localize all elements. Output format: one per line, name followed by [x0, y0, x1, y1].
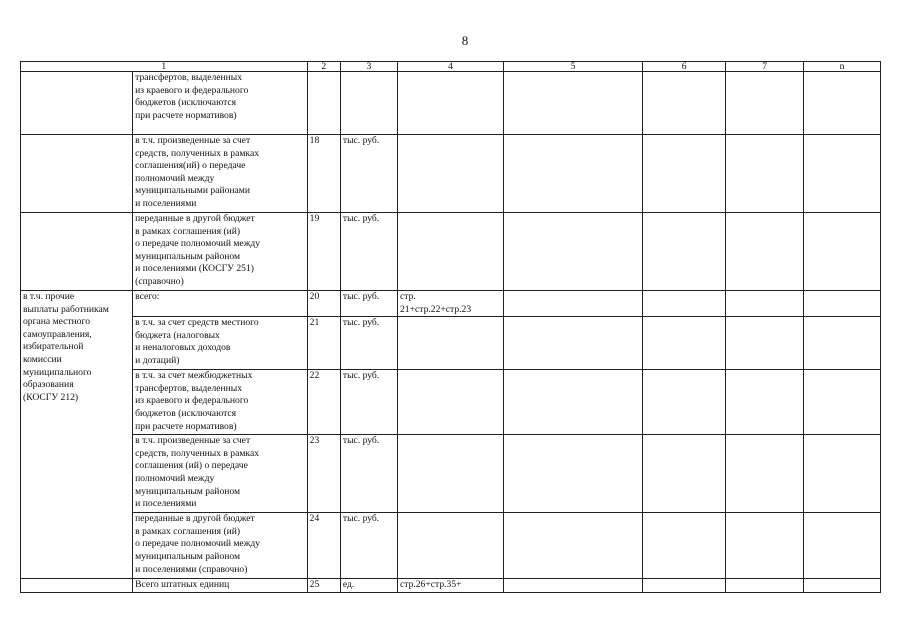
header-cell-7: 7 — [726, 62, 804, 72]
row-description: в т.ч. произведенные за счет средств, полученных в рамках соглашения(ий) о передаче полномочий между муниципальными районами и поселениями — [133, 135, 308, 213]
header-cell-n: n — [804, 62, 881, 72]
value-cell — [503, 513, 642, 579]
row-description: в т.ч. за счет средств местного бюджета (налоговых и неналоговых доходов и дотаций) — [133, 317, 308, 370]
value-cell — [804, 291, 881, 317]
value-cell — [503, 213, 642, 291]
table-row — [21, 317, 881, 370]
value-cell — [726, 513, 804, 579]
row-formula — [398, 317, 504, 370]
value-cell — [726, 579, 804, 593]
row-description: Всего штатных единиц — [133, 579, 308, 593]
row-unit: тыс. руб. — [340, 513, 397, 579]
value-cell — [643, 213, 726, 291]
row-unit — [340, 72, 397, 135]
value-cell — [726, 213, 804, 291]
row-line-number: 21 — [307, 317, 340, 370]
value-cell — [503, 579, 642, 593]
row-line-number: 24 — [307, 513, 340, 579]
row-unit: тыс. руб. — [340, 370, 397, 435]
row-description: переданные в другой бюджет в рамках соглашения (ий) о передаче полномочий между муниципальным районом и поселениями (справочно) — [133, 513, 308, 579]
row-group-cell — [21, 72, 133, 135]
row-group-cell: в т.ч. прочие выплаты работникам органа местного самоуправления, избирательной комиссии муниципального образования (КОСГУ 212) — [21, 291, 133, 579]
row-group-cell — [21, 135, 133, 213]
header-cell-6: 6 — [643, 62, 726, 72]
value-cell — [503, 317, 642, 370]
value-cell — [503, 435, 642, 513]
value-cell — [503, 291, 642, 317]
value-cell — [804, 135, 881, 213]
table-row — [21, 579, 881, 593]
row-formula — [398, 513, 504, 579]
page-number: 8 — [461, 33, 469, 48]
table-row — [21, 435, 881, 513]
value-cell — [643, 317, 726, 370]
value-cell — [804, 435, 881, 513]
header-cell-1: 1 — [21, 62, 308, 72]
row-unit: тыс. руб. — [340, 291, 397, 317]
value-cell — [643, 435, 726, 513]
row-formula: стр. 21+стр.22+стр.23 — [398, 291, 504, 317]
value-cell — [643, 72, 726, 135]
value-cell — [643, 579, 726, 593]
value-cell — [726, 291, 804, 317]
value-cell — [643, 370, 726, 435]
row-line-number: 23 — [307, 435, 340, 513]
value-cell — [503, 72, 642, 135]
value-cell — [804, 579, 881, 593]
table-row — [21, 72, 881, 135]
header-cell-3: 3 — [340, 62, 397, 72]
row-formula — [398, 435, 504, 513]
row-description: переданные в другой бюджет в рамках соглашения (ий) о передаче полномочий между муниципальным районом и поселениями (КОСГУ 251) (справочно) — [133, 213, 308, 291]
value-cell — [804, 513, 881, 579]
row-line-number: 25 — [307, 579, 340, 593]
value-cell — [726, 317, 804, 370]
row-unit: тыс. руб. — [340, 435, 397, 513]
header-cell-4: 4 — [398, 62, 504, 72]
value-cell — [726, 370, 804, 435]
value-cell — [643, 135, 726, 213]
value-cell — [726, 435, 804, 513]
row-line-number: 18 — [307, 135, 340, 213]
header-cell-5: 5 — [503, 62, 642, 72]
row-group-cell — [21, 213, 133, 291]
header-cell-2: 2 — [307, 62, 340, 72]
value-cell — [804, 317, 881, 370]
table-row — [21, 135, 881, 213]
row-line-number: 22 — [307, 370, 340, 435]
row-formula: стр.26+стр.35+ — [398, 579, 504, 593]
row-formula — [398, 135, 504, 213]
row-group-cell — [21, 579, 133, 593]
budget-table — [20, 61, 881, 593]
value-cell — [804, 370, 881, 435]
table-row — [21, 370, 881, 435]
value-cell — [726, 72, 804, 135]
row-unit: тыс. руб. — [340, 135, 397, 213]
table-row — [21, 513, 881, 579]
value-cell — [726, 135, 804, 213]
table-row — [21, 291, 881, 317]
row-formula — [398, 370, 504, 435]
row-formula — [398, 213, 504, 291]
row-unit: тыс. руб. — [340, 213, 397, 291]
row-description: трансфертов, выделенных из краевого и федерального бюджетов (исключаются при расчете нормативов) — [133, 72, 308, 135]
value-cell — [503, 370, 642, 435]
row-unit: ед. — [340, 579, 397, 593]
row-line-number: 20 — [307, 291, 340, 317]
value-cell — [643, 291, 726, 317]
table-header-row — [21, 62, 881, 72]
row-formula — [398, 72, 504, 135]
row-description: в т.ч. за счет межбюджетных трансфертов, выделенных из краевого и федерального бюджетов (исключаются при расчете нормативов) — [133, 370, 308, 435]
row-description: в т.ч. произведенные за счет средств, полученных в рамках соглашения (ий) о передаче полномочий между муниципальным районом и поселениями — [133, 435, 308, 513]
value-cell — [804, 213, 881, 291]
row-line-number — [307, 72, 340, 135]
row-unit: тыс. руб. — [340, 317, 397, 370]
value-cell — [643, 513, 726, 579]
value-cell — [804, 72, 881, 135]
value-cell — [503, 135, 642, 213]
row-description: всего: — [133, 291, 308, 317]
table-row — [21, 213, 881, 291]
row-line-number: 19 — [307, 213, 340, 291]
